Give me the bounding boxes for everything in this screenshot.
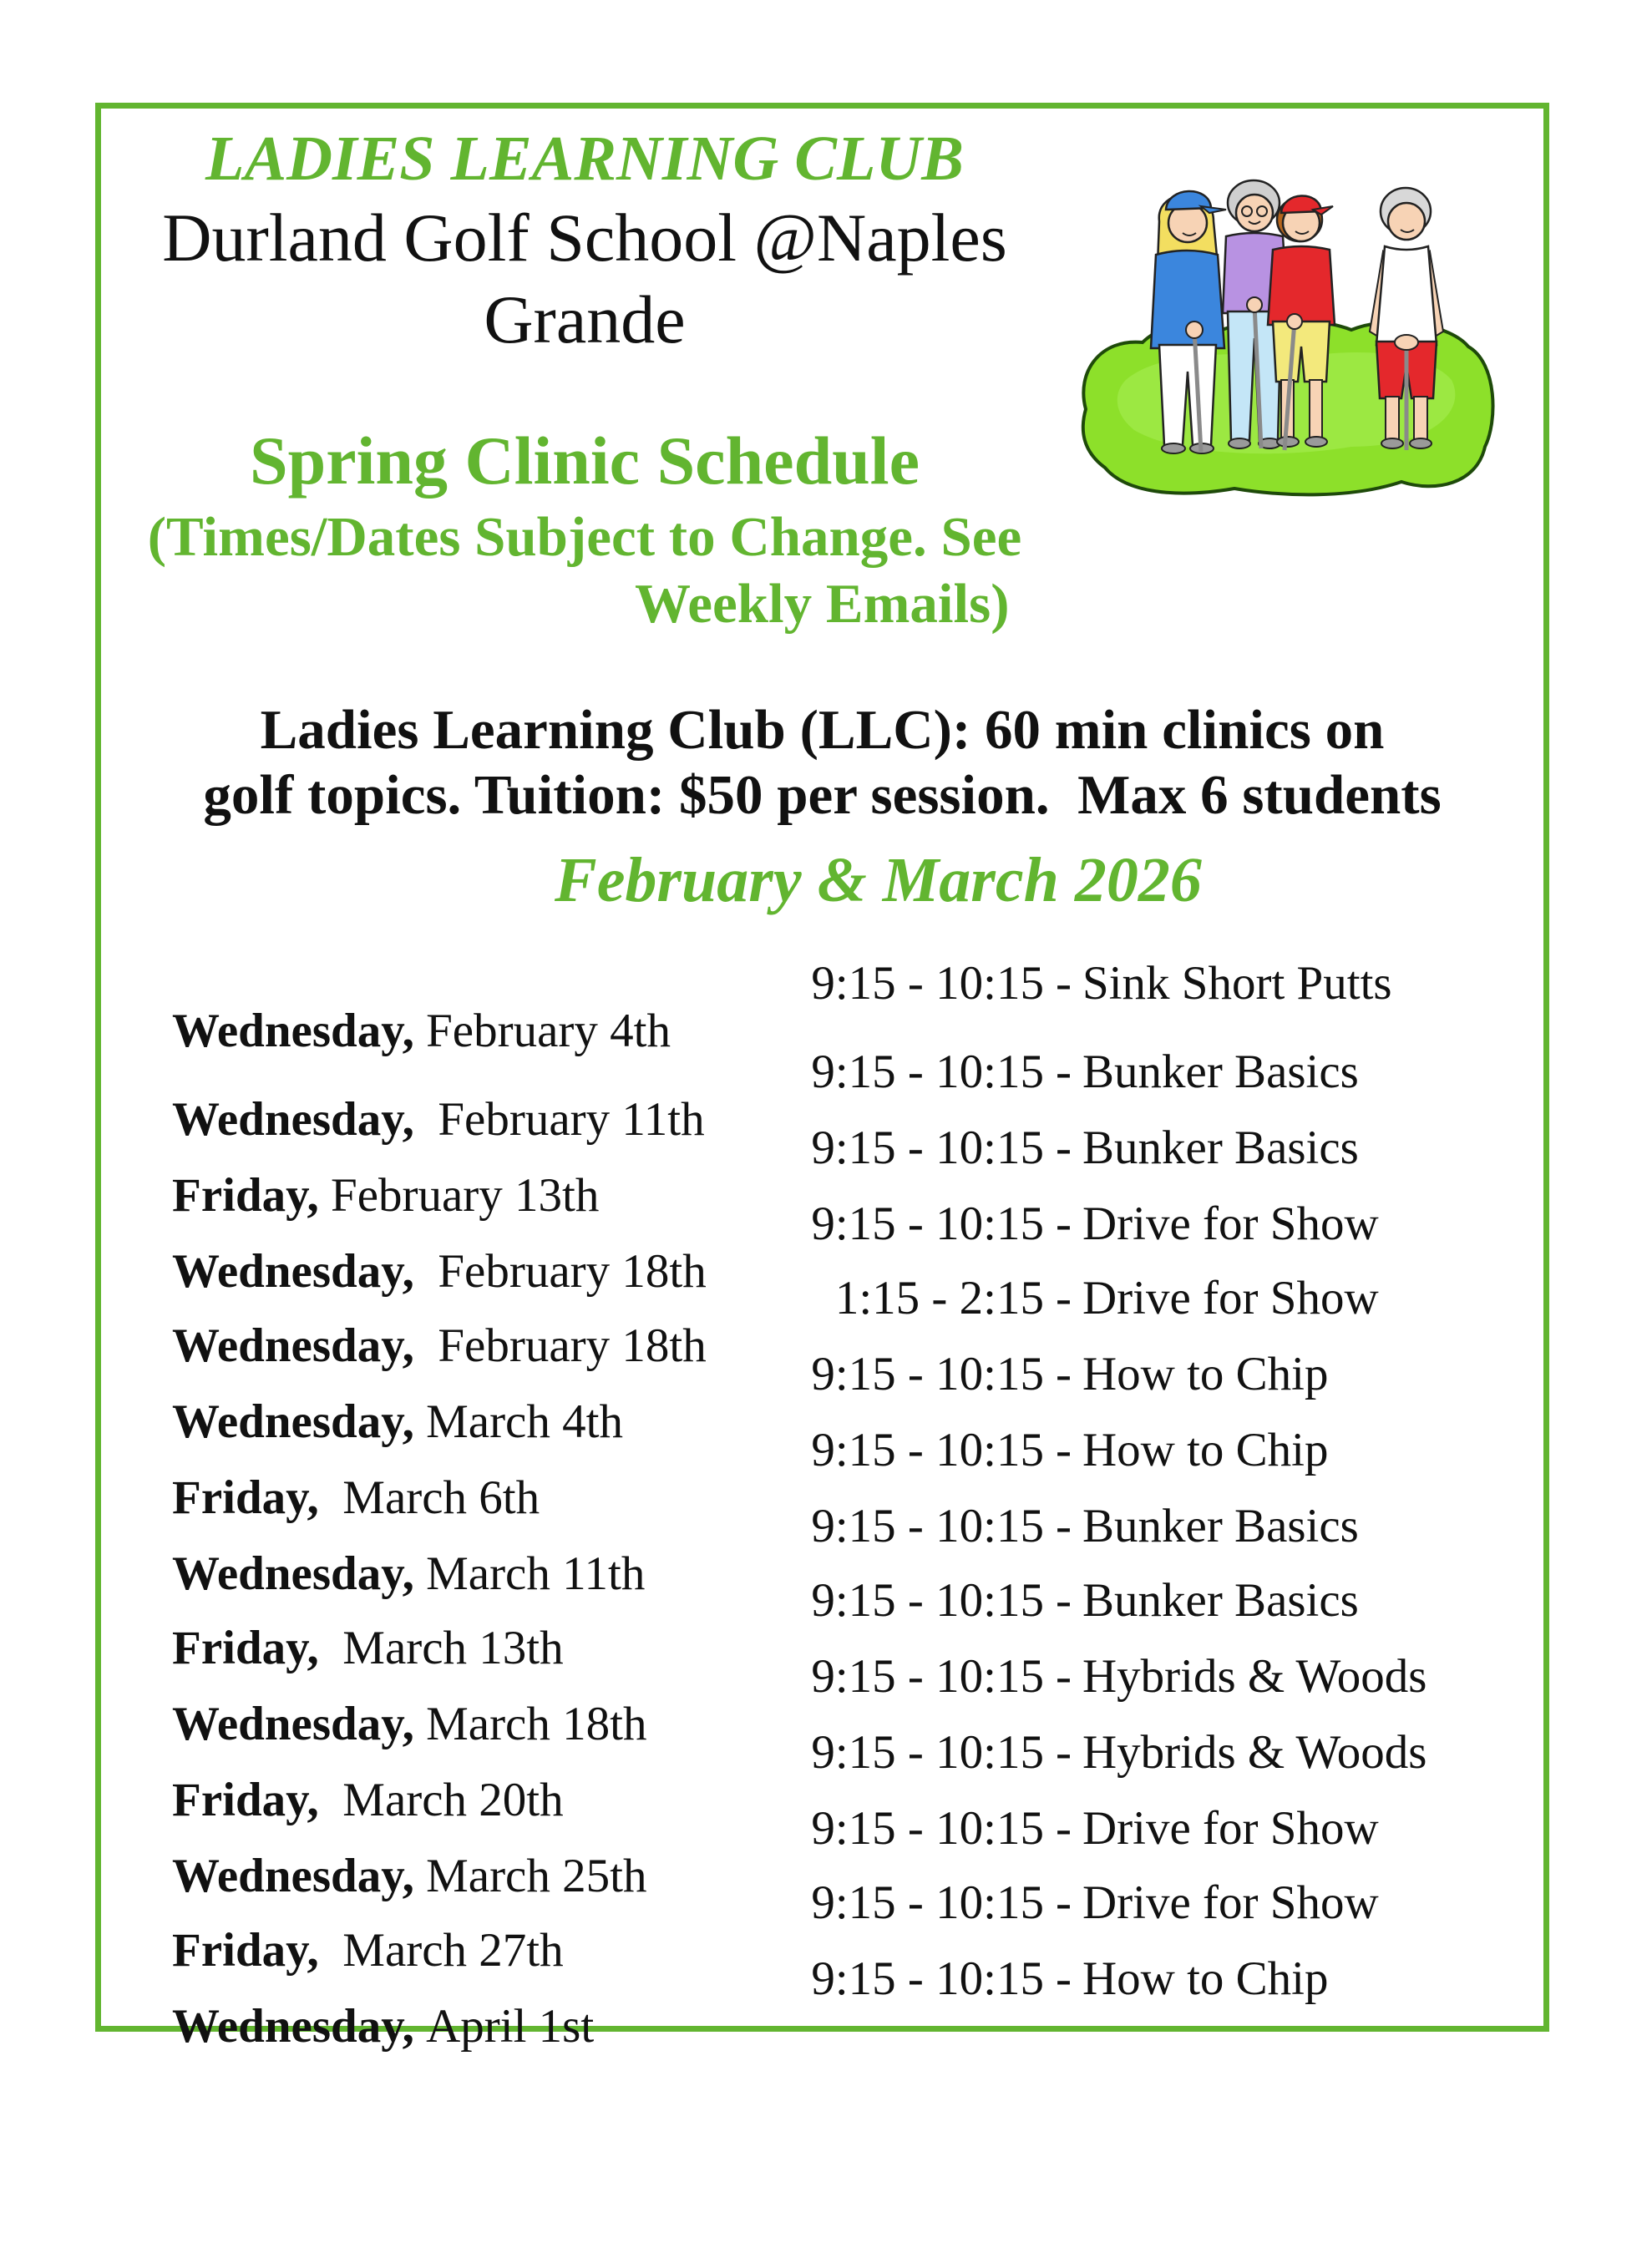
schedule-row-7: [124, 1424, 1503, 1524]
shoe-left: [1162, 443, 1185, 453]
session-day: Friday,: [172, 1774, 319, 1826]
session-separator: -: [1056, 1122, 1072, 1174]
red-shirt: [1268, 246, 1335, 325]
session-day: Wednesday,: [172, 1093, 414, 1146]
session-time: 9:15 - 10:15: [811, 1650, 1044, 1703]
session-separator: -: [1056, 957, 1072, 1010]
change-notice-line-2: Weekly Emails): [635, 573, 1010, 635]
session-separator: -: [1056, 1650, 1072, 1703]
leg-right: [1414, 397, 1427, 440]
session-time: 9:15 - 10:15: [811, 1876, 1044, 1929]
session-topic: Bunker Basics: [1082, 1046, 1359, 1098]
session-time: 1:15 - 2:15: [834, 1272, 1044, 1324]
session-topic: Bunker Basics: [1082, 1500, 1359, 1552]
session-time: 9:15 - 10:15: [811, 1122, 1044, 1174]
session-date: March 4th: [426, 1395, 623, 1448]
session-time: 9:15 - 10:15: [811, 1197, 1044, 1250]
golfer-face: [1388, 203, 1425, 240]
session-date: February 4th: [426, 1005, 671, 1057]
session-topic: Hybrids & Woods: [1082, 1726, 1427, 1779]
shoe-left: [1277, 437, 1299, 447]
session-day: Friday,: [172, 1471, 319, 1524]
session-separator: -: [1056, 1046, 1072, 1098]
schedule-row-9: [124, 1574, 1503, 1674]
session-day: Friday,: [172, 1924, 319, 1977]
session-date: February 11th: [438, 1093, 705, 1146]
session-topic: How to Chip: [1082, 1424, 1329, 1476]
session-separator: -: [1056, 1802, 1072, 1855]
session-day: Wednesday,: [172, 1698, 414, 1750]
session-time: 9:15 - 10:15: [811, 1574, 1044, 1627]
session-separator: -: [1056, 1197, 1072, 1250]
schedule-row-5: [124, 1272, 1503, 1372]
clinic-description-line-1: Ladies Learning Club (LLC): 60 min clinics on: [260, 699, 1385, 761]
session-time: 9:15 - 10:15: [811, 957, 1044, 1010]
session-separator: -: [1056, 1876, 1072, 1929]
white-tank-top: [1376, 246, 1437, 345]
session-day: Wednesday,: [172, 1850, 414, 1902]
session-day: Wednesday,: [172, 1395, 414, 1448]
schedule-row-1: [124, 957, 1503, 1057]
shoe-right: [1410, 438, 1432, 448]
session-date: February 13th: [331, 1169, 600, 1222]
shoe-left: [1229, 438, 1250, 448]
schedule-row-11: [124, 1726, 1503, 1826]
schedule-row-8: [124, 1500, 1503, 1600]
session-time: 9:15 - 10:15: [811, 1046, 1044, 1098]
session-day: Wednesday,: [172, 2000, 414, 2053]
session-separator: -: [1056, 1424, 1072, 1476]
session-topic: Drive for Show: [1082, 1197, 1379, 1250]
session-day: Wednesday,: [172, 1245, 414, 1298]
clinic-description-line-2: golf topics. Tuition: $50 per session. Max 6 students: [203, 764, 1442, 826]
session-topic: Sink Short Putts: [1082, 957, 1392, 1010]
schedule-row-6: [124, 1348, 1503, 1448]
schedule-title: Spring Clinic Schedule: [250, 423, 920, 499]
session-day: Wednesday,: [172, 1319, 414, 1372]
session-date: March 25th: [426, 1850, 647, 1902]
session-time: 9:15 - 10:15: [811, 1802, 1044, 1855]
schedule-row-2: [124, 1046, 1503, 1146]
session-date: March 27th: [342, 1924, 564, 1977]
session-separator: -: [1056, 1574, 1072, 1627]
golf-ladies-clipart: [1076, 171, 1497, 499]
session-topic: Bunker Basics: [1082, 1122, 1359, 1174]
session-day: Friday,: [172, 1169, 319, 1222]
session-date: March 13th: [342, 1622, 564, 1674]
shoe-right: [1305, 437, 1327, 447]
session-date: February 18th: [438, 1245, 707, 1298]
session-topic: Drive for Show: [1082, 1876, 1379, 1929]
session-separator: -: [1056, 1272, 1072, 1324]
session-separator: -: [1056, 1726, 1072, 1779]
session-day: Friday,: [172, 1622, 319, 1674]
session-topic: Drive for Show: [1082, 1272, 1379, 1324]
session-day: Wednesday,: [172, 1547, 414, 1600]
session-date: April 1st: [426, 2000, 595, 2053]
session-time: 9:15 - 10:15: [811, 1500, 1044, 1552]
golfer-hands: [1186, 322, 1203, 338]
session-topic: How to Chip: [1082, 1348, 1329, 1400]
session-date: February 18th: [438, 1319, 707, 1372]
leg-left: [1386, 397, 1399, 440]
session-topic: Drive for Show: [1082, 1802, 1379, 1855]
school-name-line-1: Durland Golf School @Naples: [162, 200, 1007, 276]
session-date: March 18th: [426, 1698, 647, 1750]
session-topic: Hybrids & Woods: [1082, 1650, 1427, 1703]
shoe-left: [1381, 438, 1403, 448]
schedule-row-12: [124, 1802, 1503, 1902]
session-separator: -: [1056, 1952, 1072, 2005]
session-topic: Bunker Basics: [1082, 1574, 1359, 1627]
golfer-hands: [1395, 335, 1418, 350]
session-separator: -: [1056, 1500, 1072, 1552]
schedule-row-14: [124, 1952, 1503, 2053]
change-notice-line-1: (Times/Dates Subject to Change. See: [147, 506, 1022, 568]
session-separator: -: [1056, 1348, 1072, 1400]
schedule-row-10: [124, 1650, 1503, 1750]
leg-right: [1310, 380, 1322, 438]
school-name-line-2: Grande: [484, 281, 686, 357]
club-title: LADIES LEARNING CLUB: [205, 124, 964, 194]
session-date: March 11th: [426, 1547, 646, 1600]
golfer-hands: [1287, 314, 1302, 329]
session-time: 9:15 - 10:15: [811, 1726, 1044, 1779]
session-date: March 6th: [342, 1471, 540, 1524]
session-date: March 20th: [342, 1774, 564, 1826]
session-time: 9:15 - 10:15: [811, 1424, 1044, 1476]
schedule-period: February & March 2026: [555, 845, 1202, 915]
session-time: 9:15 - 10:15: [811, 1348, 1044, 1400]
session-topic: How to Chip: [1082, 1952, 1329, 2005]
schedule-row-3: [124, 1122, 1503, 1222]
golfer-hands: [1247, 297, 1262, 312]
session-day: Wednesday,: [172, 1005, 414, 1057]
session-time: 9:15 - 10:15: [811, 1952, 1044, 2005]
